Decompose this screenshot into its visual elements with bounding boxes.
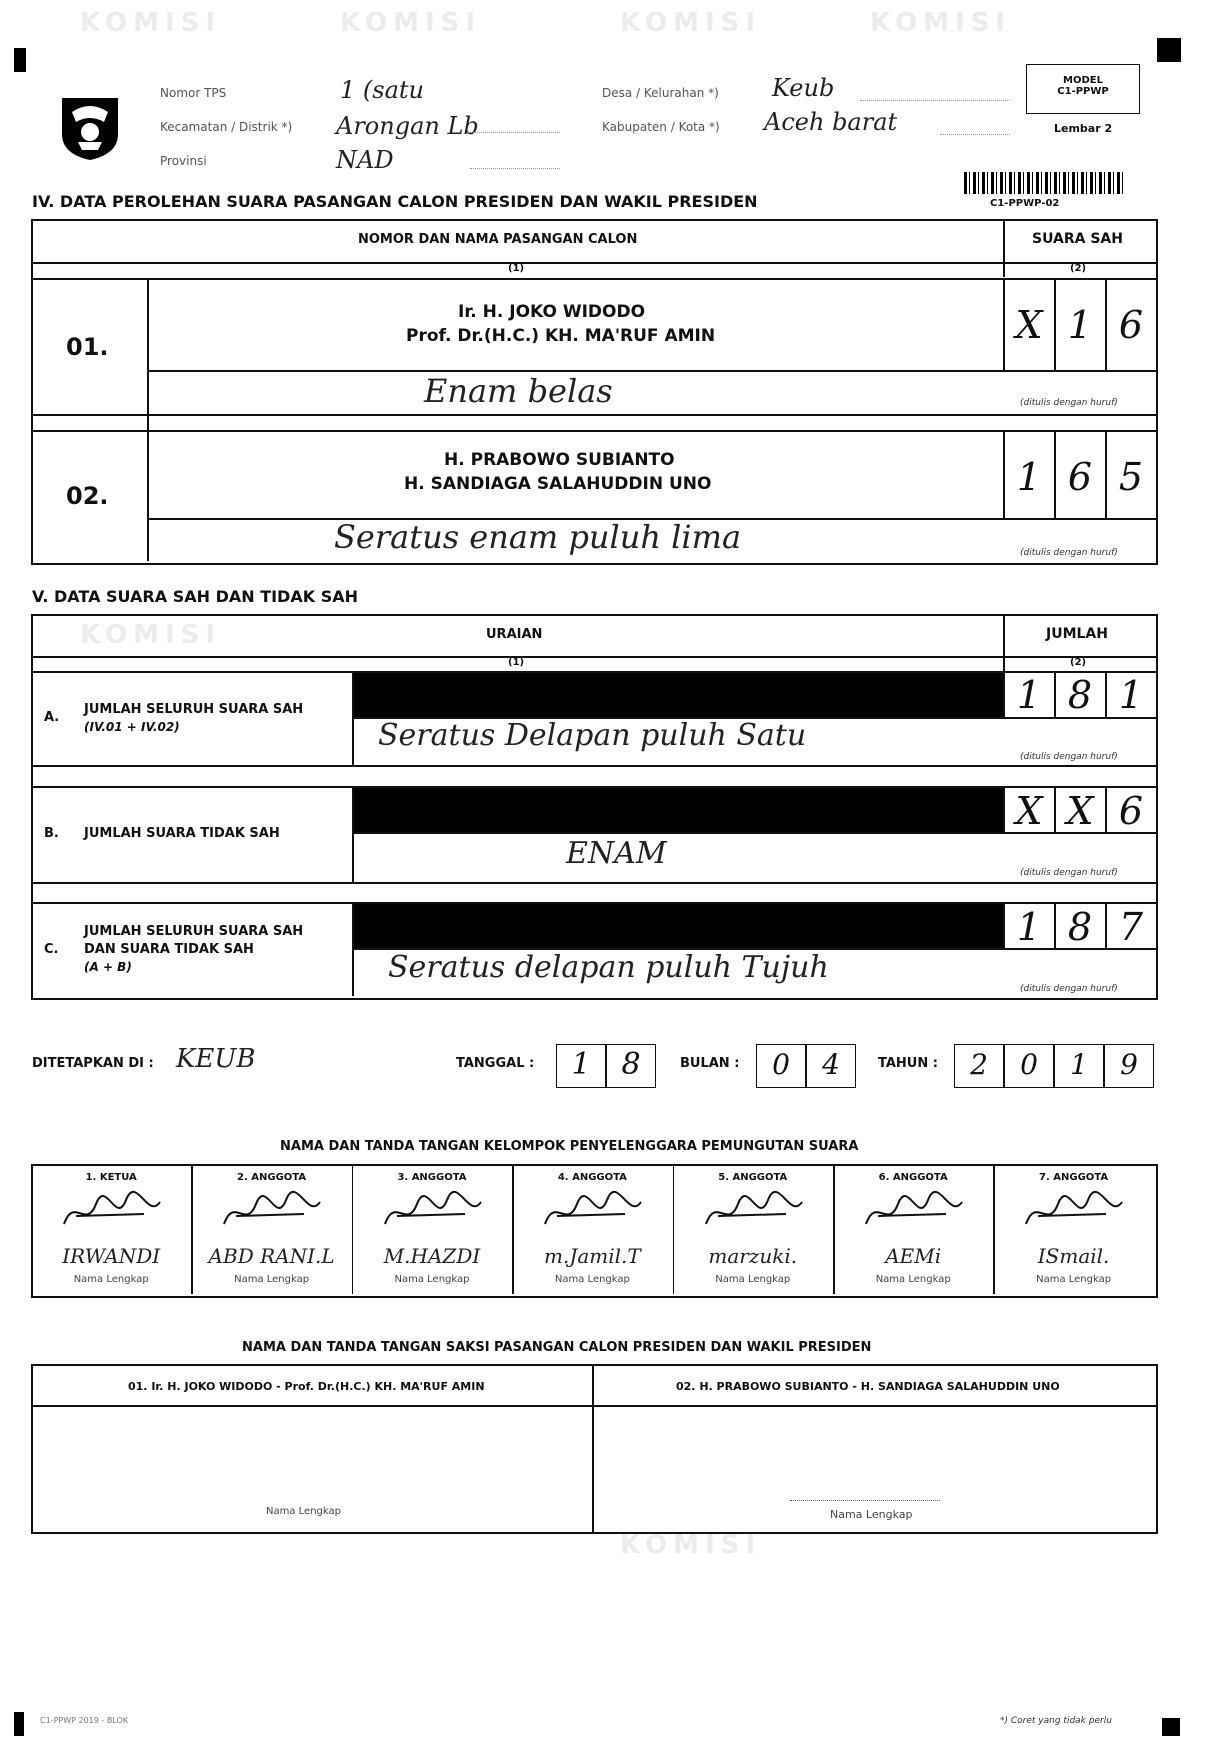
watermark-6: KOMISI [620, 1530, 762, 1560]
cand1-bottom-line2 [31, 414, 1156, 416]
s5-col2-num: (2) [1070, 657, 1087, 668]
rowA-digit-1: 1 [1016, 673, 1042, 717]
kpps-member-name: m.Jamil.T [544, 1244, 641, 1268]
kabupaten-value: Aceh barat [764, 108, 898, 136]
rowA-written-caption: (ditulis dengan huruf) [1020, 752, 1118, 762]
kpps-member-name: IRWANDI [62, 1244, 161, 1268]
rowB-words: ENAM [566, 836, 667, 871]
kecamatan-label: Kecamatan / Distrik *) [160, 120, 293, 134]
saksi-pair2-caption: Nama Lengkap [830, 1508, 913, 1521]
kpps-member-name: M.HAZDI [383, 1244, 481, 1268]
tanggal-digit-1: 1 [571, 1047, 591, 1082]
kpps-signature [698, 1190, 808, 1236]
corner-marker-br [1162, 1718, 1180, 1736]
tahun-digit-3: 1 [1070, 1048, 1088, 1081]
model-box [1026, 64, 1140, 114]
rowB-redaction [354, 788, 1004, 832]
bottom-code: C1-PPWP 2019 - BLOK [40, 1716, 129, 1725]
cand2-digit-1: 1 [1016, 455, 1042, 499]
cand1-written-caption: (ditulis dengan huruf) [1020, 398, 1118, 408]
rowC-letter: C. [44, 942, 59, 957]
rowC-written-caption: (ditulis dengan huruf) [1020, 984, 1118, 994]
model-code: C1-PPWP [1057, 86, 1109, 97]
kpps-signature [858, 1190, 968, 1236]
s5-col-divider [1003, 614, 1005, 672]
corner-marker-bl [14, 1712, 24, 1736]
kpps-title: NAMA DAN TANDA TANGAN KELOMPOK PENYELENGGARA PEMUNGUTAN SUARA [280, 1139, 859, 1154]
kpps-role: 2. ANGGOTA [237, 1172, 307, 1183]
saksi-divider [592, 1364, 594, 1532]
s4-header-line [31, 262, 1156, 264]
rowC-label2: DAN SUARA TIDAK SAH [84, 942, 254, 957]
tanggal-label: TANGGAL : [456, 1056, 535, 1071]
tahun-digit-2: 0 [1020, 1048, 1038, 1081]
cand1-num-divider [147, 280, 149, 430]
kpps-member-name: ISmail. [1037, 1244, 1110, 1268]
corner-marker-tl [14, 48, 26, 72]
kpps-signature [537, 1190, 647, 1236]
desa-value: Keub [772, 74, 835, 102]
s5-col1-num: (1) [508, 657, 525, 668]
corner-marker-tr [1157, 38, 1181, 62]
kpps-signature [377, 1190, 487, 1236]
header-dots-1 [470, 132, 560, 133]
cand1-inner-line [147, 370, 1156, 372]
watermark-3: KOMISI [620, 8, 762, 38]
rowA-digit-3: 1 [1118, 673, 1144, 717]
desa-label: Desa / Kelurahan *) [602, 86, 719, 100]
rowB-bottom [31, 882, 1156, 884]
rowC-digit-1: 1 [1016, 905, 1042, 949]
kpps-member-name: ABD RANI.L [208, 1244, 335, 1268]
cand1-bottom-line [31, 430, 1156, 432]
kpps-member-name: AEMi [885, 1244, 942, 1268]
rowA-digit-2: 8 [1067, 673, 1093, 717]
bulan-digit-1: 0 [772, 1048, 790, 1081]
model-label: MODEL [1063, 75, 1103, 86]
ditetapkan-label: DITETAPKAN DI : [32, 1056, 154, 1071]
rowA-bottom [31, 765, 1156, 767]
cand2-digit-3: 5 [1118, 455, 1144, 499]
nomor-tps-value: 1 (satu [340, 76, 424, 104]
saksi-header-line [31, 1405, 1156, 1407]
kpps-signature [216, 1190, 326, 1236]
cand1-digit-1: X [1015, 303, 1043, 347]
saksi-pair1-label: 01. Ir. H. JOKO WIDODO - Prof. Dr.(H.C.) KH. MA'RUF AMIN [128, 1380, 485, 1393]
tahun-label: TAHUN : [878, 1056, 938, 1071]
s4-col2-header: SUARA SAH [1032, 231, 1123, 247]
tahun-digit-4: 9 [1120, 1048, 1138, 1081]
rowC-label1: JUMLAH SELURUH SUARA SAH [84, 924, 304, 939]
cand2-words: Seratus enam puluh lima [334, 518, 742, 556]
kpps-role: 1. KETUA [85, 1172, 137, 1183]
cand1-name1: Ir. H. JOKO WIDODO [458, 302, 646, 322]
cand2-name1: H. PRABOWO SUBIANTO [444, 450, 675, 470]
bulan-label: BULAN : [680, 1056, 740, 1071]
kpps-name-caption: Nama Lengkap [1036, 1274, 1112, 1285]
cand2-written-caption: (ditulis dengan huruf) [1020, 548, 1118, 558]
rowA-label2: (IV.01 + IV.02) [84, 720, 180, 734]
kpu-logo [58, 92, 122, 162]
rowA-words: Seratus Delapan puluh Satu [378, 718, 807, 753]
s4-header-line2 [31, 278, 1156, 280]
watermark-2: KOMISI [340, 8, 482, 38]
rowA-label1: JUMLAH SELURUH SUARA SAH [84, 702, 304, 717]
cand2-num-divider [147, 432, 149, 561]
kecamatan-value: Arongan Lb [336, 112, 479, 140]
cand1-digit-3: 6 [1118, 303, 1144, 347]
rowB-digit-3: 6 [1118, 789, 1144, 833]
kpps-name-caption: Nama Lengkap [554, 1274, 630, 1285]
rowB-label1: JUMLAH SUARA TIDAK SAH [84, 826, 280, 841]
barcode [964, 172, 1124, 194]
cand2-name2: H. SANDIAGA SALAHUDDIN UNO [404, 474, 712, 494]
rowA-letter: A. [44, 710, 60, 725]
provinsi-value: NAD [336, 146, 394, 174]
rowC-digit-2: 8 [1067, 905, 1093, 949]
rowB-digit-2: X [1066, 789, 1094, 833]
footnote: *) Coret yang tidak perlu [1000, 1716, 1112, 1726]
kpps-member-name: marzuki. [708, 1244, 798, 1268]
ditetapkan-value: KEUB [176, 1044, 256, 1074]
rowB-written-caption: (ditulis dengan huruf) [1020, 868, 1118, 878]
cand1-name2: Prof. Dr.(H.C.) KH. MA'RUF AMIN [406, 326, 716, 346]
kpps-name-caption: Nama Lengkap [715, 1274, 791, 1285]
kpps-role: 4. ANGGOTA [557, 1172, 627, 1183]
kpps-name-caption: Nama Lengkap [394, 1274, 470, 1285]
rowC-digit-3: 7 [1118, 905, 1144, 949]
kpps-signature [1018, 1190, 1128, 1236]
watermark-1: KOMISI [80, 8, 222, 38]
header-dots-3 [860, 100, 1010, 101]
kpps-role: 7. ANGGOTA [1039, 1172, 1109, 1183]
s5-col2-header: JUMLAH [1046, 626, 1108, 642]
rowC-words: Seratus delapan puluh Tujuh [388, 950, 829, 985]
saksi-pair2-dots [790, 1500, 940, 1501]
s4-col2-num: (2) [1070, 263, 1087, 274]
cand1-digit-2: 1 [1067, 303, 1093, 347]
kpps-role: 5. ANGGOTA [718, 1172, 788, 1183]
watermark-5: KOMISI [80, 620, 222, 650]
rowA-redaction [354, 673, 1004, 717]
cand1-number: 01. [66, 333, 109, 361]
tahun-digit-1: 2 [970, 1048, 988, 1081]
rowB-digit-1: X [1015, 789, 1043, 833]
section-5-title: V. DATA SUARA SAH DAN TIDAK SAH [32, 587, 358, 606]
rowC-redaction [354, 904, 1004, 948]
s4-col1-header: NOMOR DAN NAMA PASANGAN CALON [358, 232, 638, 247]
kpps-role: 3. ANGGOTA [397, 1172, 467, 1183]
section-4-title: IV. DATA PEROLEHAN SUARA PASANGAN CALON PRESIDEN DAN WAKIL PRESIDEN [32, 192, 758, 211]
nomor-tps-label: Nomor TPS [160, 86, 227, 100]
kpps-name-caption: Nama Lengkap [73, 1274, 149, 1285]
kabupaten-label: Kabupaten / Kota *) [602, 120, 720, 134]
rowB-letter: B. [44, 826, 59, 841]
cand1-words: Enam belas [424, 372, 613, 410]
header-dots-4 [940, 134, 1010, 135]
s4-col-divider [1003, 219, 1005, 277]
bulan-digit-2: 4 [822, 1048, 840, 1081]
rowC-label3: (A + B) [84, 960, 132, 974]
sheet-label: Lembar 2 [1054, 122, 1113, 135]
saksi-pair1-caption: Nama Lengkap [266, 1506, 341, 1517]
s5-col1-header: URAIAN [486, 627, 543, 642]
header-dots-2 [470, 168, 560, 169]
saksi-pair2-label: 02. H. PRABOWO SUBIANTO - H. SANDIAGA SALAHUDDIN UNO [676, 1380, 1060, 1393]
saksi-title: NAMA DAN TANDA TANGAN SAKSI PASANGAN CALON PRESIDEN DAN WAKIL PRESIDEN [242, 1340, 872, 1355]
provinsi-label: Provinsi [160, 154, 207, 168]
kpps-name-caption: Nama Lengkap [234, 1274, 310, 1285]
kpps-role: 6. ANGGOTA [878, 1172, 948, 1183]
cand2-number: 02. [66, 482, 109, 510]
form-code: C1-PPWP-02 [990, 198, 1060, 209]
tanggal-digit-2: 8 [621, 1047, 641, 1082]
s4-col1-num: (1) [508, 263, 525, 274]
s5-header-line [31, 656, 1156, 658]
kpps-signature [56, 1190, 166, 1236]
cand2-digit-2: 6 [1067, 455, 1093, 499]
kpps-name-caption: Nama Lengkap [875, 1274, 951, 1285]
watermark-4: KOMISI [870, 8, 1012, 38]
